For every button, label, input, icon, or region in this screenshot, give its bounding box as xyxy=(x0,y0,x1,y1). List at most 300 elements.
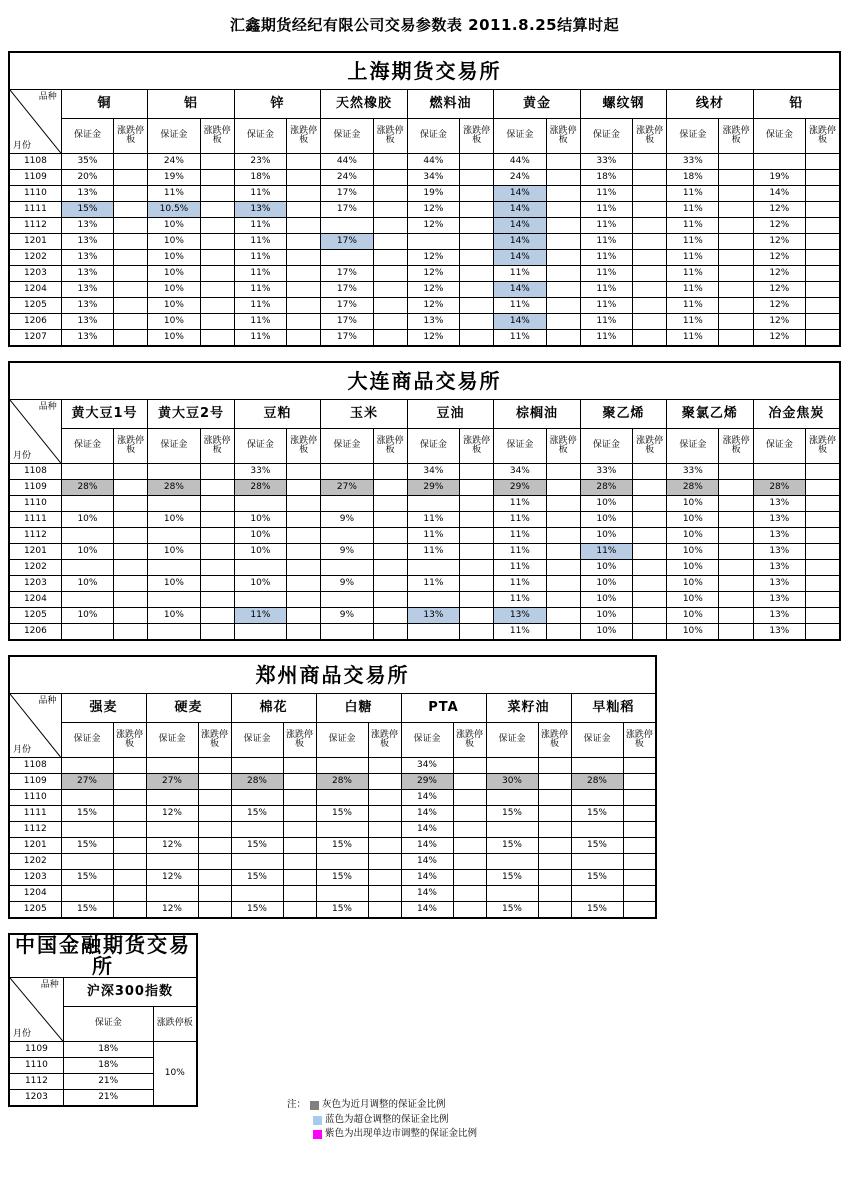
margin-cell: 10% xyxy=(580,496,632,512)
limit-cell xyxy=(538,806,571,822)
month-cell: 1110 xyxy=(9,186,61,202)
subheader-margin: 保证金 xyxy=(61,119,113,154)
margin-cell xyxy=(234,560,286,576)
limit-cell xyxy=(200,496,234,512)
month-cell: 1109 xyxy=(9,774,61,790)
product-header-9: 冶金焦炭 xyxy=(753,400,840,429)
table-row xyxy=(9,314,840,330)
margin-cell: 10% xyxy=(148,608,200,624)
limit-cell xyxy=(368,806,401,822)
product-header-4: 玉米 xyxy=(321,400,407,429)
margin-cell xyxy=(486,790,538,806)
exchange-title: 郑州商品交易所 xyxy=(9,656,656,694)
limit-cell xyxy=(287,186,321,202)
limit-cell xyxy=(805,480,840,496)
limit-cell xyxy=(373,544,407,560)
limit-cell xyxy=(198,870,231,886)
limit-cell xyxy=(287,544,321,560)
margin-cell xyxy=(486,822,538,838)
margin-cell: 13% xyxy=(753,512,805,528)
limit-cell xyxy=(719,250,753,266)
margin-cell: 10% xyxy=(234,576,286,592)
table-row xyxy=(9,298,840,314)
margin-cell: 18% xyxy=(667,170,719,186)
limit-cell xyxy=(719,480,753,496)
margin-cell: 11% xyxy=(494,592,546,608)
table-row xyxy=(9,266,840,282)
subheader-limit: 涨跌停板 xyxy=(633,119,667,154)
margin-cell: 28% xyxy=(316,774,368,790)
limit-cell xyxy=(373,202,407,218)
legend-row xyxy=(287,1127,477,1142)
limit-cell xyxy=(198,822,231,838)
limit-cell xyxy=(373,330,407,347)
limit-cell xyxy=(460,576,494,592)
limit-cell xyxy=(373,250,407,266)
margin-cell: 10% xyxy=(580,528,632,544)
subheader-margin: 保证金 xyxy=(148,119,200,154)
limit-cell xyxy=(633,170,667,186)
limit-cell xyxy=(114,608,148,624)
limit-cell xyxy=(287,528,321,544)
table-row xyxy=(9,806,656,822)
limit-cell xyxy=(719,314,753,330)
subheader-margin: 保证金 xyxy=(407,429,459,464)
limit-cell xyxy=(113,790,146,806)
margin-cell: 15% xyxy=(231,902,283,919)
margin-cell: 11% xyxy=(494,298,546,314)
month-cell: 1203 xyxy=(9,870,61,886)
limit-cell xyxy=(200,202,234,218)
limit-cell xyxy=(200,266,234,282)
subheader-limit: 涨跌停板 xyxy=(460,119,494,154)
margin-cell: 34% xyxy=(407,464,459,480)
limit-cell xyxy=(546,480,580,496)
margin-cell: 13% xyxy=(61,266,113,282)
margin-cell: 33% xyxy=(667,464,719,480)
exchange-table-wrapper xyxy=(8,361,841,641)
subheader-margin: 保证金 xyxy=(407,119,459,154)
limit-cell xyxy=(623,902,656,919)
margin-cell: 11% xyxy=(494,528,546,544)
limit-cell xyxy=(113,854,146,870)
corner-header-cell xyxy=(9,400,61,464)
month-cell: 1110 xyxy=(9,496,61,512)
corner-label-month: 月份 xyxy=(13,140,32,151)
margin-cell: 13% xyxy=(753,560,805,576)
margin-cell: 11% xyxy=(667,186,719,202)
margin-cell: 10.5% xyxy=(148,202,200,218)
limit-cell xyxy=(453,758,486,774)
margin-cell: 29% xyxy=(401,774,453,790)
margin-cell: 11% xyxy=(667,266,719,282)
margin-cell: 11% xyxy=(494,330,546,347)
limit-cell xyxy=(113,838,146,854)
margin-cell: 23% xyxy=(234,154,286,170)
margin-cell: 11% xyxy=(580,544,632,560)
limit-cell xyxy=(719,512,753,528)
margin-cell: 15% xyxy=(486,838,538,854)
product-header-7: 聚乙烯 xyxy=(580,400,666,429)
cffex-title: 中国金融期货交易所 xyxy=(9,934,197,978)
margin-cell: 12% xyxy=(407,282,459,298)
table-row xyxy=(9,838,656,854)
subheader-limit: 涨跌停板 xyxy=(153,1007,197,1042)
limit-cell xyxy=(546,250,580,266)
limit-cell xyxy=(719,170,753,186)
limit-cell xyxy=(623,886,656,902)
margin-cell: 17% xyxy=(321,282,373,298)
subheader-limit: 涨跌停板 xyxy=(113,723,146,758)
product-header-7: 早籼稻 xyxy=(571,694,656,723)
limit-cell xyxy=(719,592,753,608)
subheader-margin: 保证金 xyxy=(321,119,373,154)
table-row xyxy=(9,1042,197,1058)
limit-cell xyxy=(114,496,148,512)
margin-cell: 44% xyxy=(494,154,546,170)
margin-cell: 11% xyxy=(580,298,632,314)
margin-cell: 11% xyxy=(494,544,546,560)
margin-cell: 29% xyxy=(494,480,546,496)
margin-cell: 18% xyxy=(63,1042,153,1058)
subheader-margin: 保证金 xyxy=(234,429,286,464)
limit-cell xyxy=(368,838,401,854)
margin-cell xyxy=(571,854,623,870)
legend xyxy=(287,1098,477,1142)
limit-cell xyxy=(633,528,667,544)
subheader-limit: 涨跌停板 xyxy=(287,119,321,154)
margin-cell: 11% xyxy=(580,266,632,282)
limit-cell xyxy=(453,854,486,870)
table-row xyxy=(9,186,840,202)
exchange-table xyxy=(8,655,657,919)
margin-cell: 10% xyxy=(148,330,200,347)
limit-cell xyxy=(198,838,231,854)
limit-cell xyxy=(805,512,840,528)
limit-cell xyxy=(805,544,840,560)
margin-cell: 11% xyxy=(494,624,546,641)
limit-cell xyxy=(114,314,148,330)
margin-cell: 10% xyxy=(667,496,719,512)
limit-cell xyxy=(546,314,580,330)
margin-cell: 14% xyxy=(401,886,453,902)
limit-cell xyxy=(283,902,316,919)
corner-label-product: 品种 xyxy=(40,980,59,990)
margin-cell xyxy=(146,822,198,838)
limit-cell xyxy=(538,758,571,774)
limit-cell xyxy=(633,234,667,250)
limit-cell xyxy=(805,250,840,266)
month-cell: 1206 xyxy=(9,624,61,641)
margin-cell: 10% xyxy=(148,298,200,314)
margin-cell: 13% xyxy=(753,528,805,544)
product-header-1: 铜 xyxy=(61,90,147,119)
limit-cell xyxy=(373,560,407,576)
limit-cell xyxy=(460,608,494,624)
margin-cell: 33% xyxy=(667,154,719,170)
table-row xyxy=(9,250,840,266)
margin-cell: 33% xyxy=(234,464,286,480)
margin-cell: 28% xyxy=(234,480,286,496)
month-cell: 1109 xyxy=(9,1042,63,1058)
subheader-margin: 保证金 xyxy=(571,723,623,758)
limit-cell xyxy=(114,186,148,202)
margin-cell: 13% xyxy=(407,314,459,330)
limit-cell xyxy=(368,774,401,790)
cffex-product-header: 沪深300指数 xyxy=(63,978,197,1007)
limit-cell xyxy=(200,528,234,544)
limit-cell xyxy=(113,806,146,822)
subheader-margin: 保证金 xyxy=(148,429,200,464)
limit-cell xyxy=(287,218,321,234)
table-row xyxy=(9,330,840,347)
limit-cell xyxy=(633,560,667,576)
limit-cell xyxy=(546,544,580,560)
corner-label-month: 月份 xyxy=(13,744,32,755)
limit-cell xyxy=(546,202,580,218)
margin-cell: 13% xyxy=(61,298,113,314)
margin-cell: 15% xyxy=(316,902,368,919)
margin-cell xyxy=(61,790,113,806)
margin-cell xyxy=(407,592,459,608)
limit-cell xyxy=(546,512,580,528)
limit-cell xyxy=(633,544,667,560)
limit-cell xyxy=(460,314,494,330)
limit-cell xyxy=(460,592,494,608)
margin-cell: 12% xyxy=(146,870,198,886)
limit-cell xyxy=(719,528,753,544)
limit-cell xyxy=(287,608,321,624)
subheader-limit: 涨跌停板 xyxy=(373,429,407,464)
subheader-margin: 保证金 xyxy=(61,723,113,758)
margin-cell: 10% xyxy=(580,576,632,592)
margin-cell: 11% xyxy=(494,496,546,512)
margin-cell: 27% xyxy=(321,480,373,496)
limit-cell xyxy=(633,314,667,330)
limit-cell xyxy=(198,886,231,902)
margin-cell xyxy=(407,496,459,512)
subheader-limit: 涨跌停板 xyxy=(719,429,753,464)
limit-cell xyxy=(453,870,486,886)
margin-cell: 24% xyxy=(494,170,546,186)
limit-cell xyxy=(287,250,321,266)
limit-cell xyxy=(373,170,407,186)
legend-swatch-gray-icon xyxy=(310,1101,319,1110)
limit-cell xyxy=(114,330,148,347)
margin-cell: 11% xyxy=(234,186,286,202)
margin-cell: 15% xyxy=(61,870,113,886)
limit-cell xyxy=(623,854,656,870)
limit-cell xyxy=(633,608,667,624)
margin-cell: 10% xyxy=(148,576,200,592)
limit-cell xyxy=(114,250,148,266)
month-cell: 1111 xyxy=(9,202,61,218)
margin-cell xyxy=(571,790,623,806)
subheader-row xyxy=(9,723,656,758)
limit-cell xyxy=(283,774,316,790)
margin-cell: 13% xyxy=(61,234,113,250)
subheader-limit: 涨跌停板 xyxy=(283,723,316,758)
limit-cell xyxy=(368,790,401,806)
limit-cell xyxy=(805,266,840,282)
limit-cell xyxy=(460,496,494,512)
margin-cell xyxy=(234,624,286,641)
limit-cell xyxy=(805,282,840,298)
margin-cell: 15% xyxy=(486,902,538,919)
margin-cell: 12% xyxy=(753,314,805,330)
margin-cell: 11% xyxy=(667,330,719,347)
limit-cell xyxy=(460,464,494,480)
margin-cell: 17% xyxy=(321,202,373,218)
limit-cell xyxy=(114,234,148,250)
limit-cell xyxy=(805,592,840,608)
limit-cell xyxy=(200,560,234,576)
subheader-limit: 涨跌停板 xyxy=(805,429,840,464)
limit-cell xyxy=(546,576,580,592)
limit-cell xyxy=(546,234,580,250)
cffex-table xyxy=(8,933,198,1107)
margin-cell: 14% xyxy=(494,186,546,202)
margin-cell: 34% xyxy=(494,464,546,480)
margin-cell: 11% xyxy=(667,202,719,218)
margin-cell xyxy=(316,886,368,902)
subheader-limit: 涨跌停板 xyxy=(198,723,231,758)
margin-cell xyxy=(234,496,286,512)
margin-cell: 15% xyxy=(486,806,538,822)
margin-cell: 11% xyxy=(667,298,719,314)
limit-cell xyxy=(453,806,486,822)
margin-cell: 17% xyxy=(321,314,373,330)
margin-cell: 14% xyxy=(401,870,453,886)
limit-cell xyxy=(633,512,667,528)
margin-cell xyxy=(61,822,113,838)
limit-cell xyxy=(546,218,580,234)
limit-cell xyxy=(373,608,407,624)
subheader-limit: 涨跌停板 xyxy=(538,723,571,758)
margin-cell xyxy=(146,886,198,902)
limit-cell xyxy=(805,464,840,480)
margin-cell xyxy=(61,624,113,641)
subheader-margin: 保证金 xyxy=(667,429,719,464)
subheader-margin: 保证金 xyxy=(63,1007,153,1042)
limit-cell xyxy=(373,234,407,250)
limit-cell xyxy=(198,806,231,822)
margin-cell: 15% xyxy=(231,838,283,854)
margin-cell: 10% xyxy=(580,560,632,576)
limit-cell xyxy=(719,234,753,250)
limit-cell xyxy=(633,186,667,202)
limit-cell xyxy=(200,186,234,202)
limit-cell xyxy=(287,624,321,641)
margin-cell: 15% xyxy=(571,838,623,854)
limit-cell xyxy=(805,202,840,218)
margin-cell: 12% xyxy=(407,298,459,314)
margin-cell: 10% xyxy=(61,512,113,528)
cffex-product-row xyxy=(9,978,197,1007)
limit-cell xyxy=(538,838,571,854)
subheader-margin: 保证金 xyxy=(61,429,113,464)
margin-cell xyxy=(753,154,805,170)
limit-cell xyxy=(460,202,494,218)
margin-cell: 11% xyxy=(667,218,719,234)
corner-label-product: 品种 xyxy=(38,402,57,412)
margin-cell: 11% xyxy=(580,250,632,266)
limit-cell xyxy=(287,298,321,314)
table-row xyxy=(9,218,840,234)
month-cell: 1108 xyxy=(9,464,61,480)
margin-cell xyxy=(321,496,373,512)
limit-cell xyxy=(114,512,148,528)
margin-cell: 19% xyxy=(148,170,200,186)
month-cell: 1205 xyxy=(9,902,61,919)
limit-cell xyxy=(546,592,580,608)
margin-cell xyxy=(407,234,459,250)
margin-cell xyxy=(321,592,373,608)
limit-cell xyxy=(287,314,321,330)
margin-cell: 12% xyxy=(146,902,198,919)
margin-cell: 14% xyxy=(494,234,546,250)
limit-cell xyxy=(460,330,494,347)
product-header-2: 铝 xyxy=(148,90,234,119)
limit-cell xyxy=(200,314,234,330)
limit-cell xyxy=(538,886,571,902)
month-cell: 1112 xyxy=(9,218,61,234)
margin-cell: 12% xyxy=(407,202,459,218)
limit-cell xyxy=(287,576,321,592)
limit-cell xyxy=(373,314,407,330)
subheader-limit: 涨跌停板 xyxy=(719,119,753,154)
limit-cell xyxy=(373,218,407,234)
limit-cell xyxy=(633,464,667,480)
limit-cell xyxy=(200,330,234,347)
margin-cell: 11% xyxy=(407,528,459,544)
month-cell: 1112 xyxy=(9,822,61,838)
limit-cell xyxy=(114,266,148,282)
limit-cell xyxy=(368,822,401,838)
margin-cell: 12% xyxy=(146,806,198,822)
subheader-margin: 保证金 xyxy=(753,429,805,464)
limit-cell xyxy=(546,298,580,314)
limit-cell xyxy=(200,282,234,298)
margin-cell xyxy=(61,464,113,480)
margin-cell: 10% xyxy=(667,560,719,576)
margin-cell: 10% xyxy=(667,608,719,624)
margin-cell: 10% xyxy=(667,544,719,560)
month-cell: 1109 xyxy=(9,480,61,496)
limit-cell xyxy=(200,608,234,624)
month-cell: 1202 xyxy=(9,560,61,576)
exchange-title: 上海期货交易所 xyxy=(9,52,840,90)
month-cell: 1206 xyxy=(9,314,61,330)
limit-cell xyxy=(623,806,656,822)
corner-label-month: 月份 xyxy=(13,450,32,461)
legend-text-blue: 蓝色为超仓调整的保证金比例 xyxy=(325,1113,449,1125)
limit-cell xyxy=(113,902,146,919)
margin-cell: 33% xyxy=(580,464,632,480)
month-cell: 1110 xyxy=(9,1058,63,1074)
margin-cell: 28% xyxy=(753,480,805,496)
limit-cell xyxy=(623,790,656,806)
limit-cell xyxy=(719,266,753,282)
limit-cell xyxy=(287,512,321,528)
margin-cell: 15% xyxy=(231,806,283,822)
limit-cell xyxy=(200,480,234,496)
subheader-margin: 保证金 xyxy=(494,429,546,464)
limit-cell xyxy=(373,512,407,528)
limit-cell xyxy=(113,870,146,886)
limit-cell xyxy=(460,266,494,282)
margin-cell xyxy=(148,560,200,576)
